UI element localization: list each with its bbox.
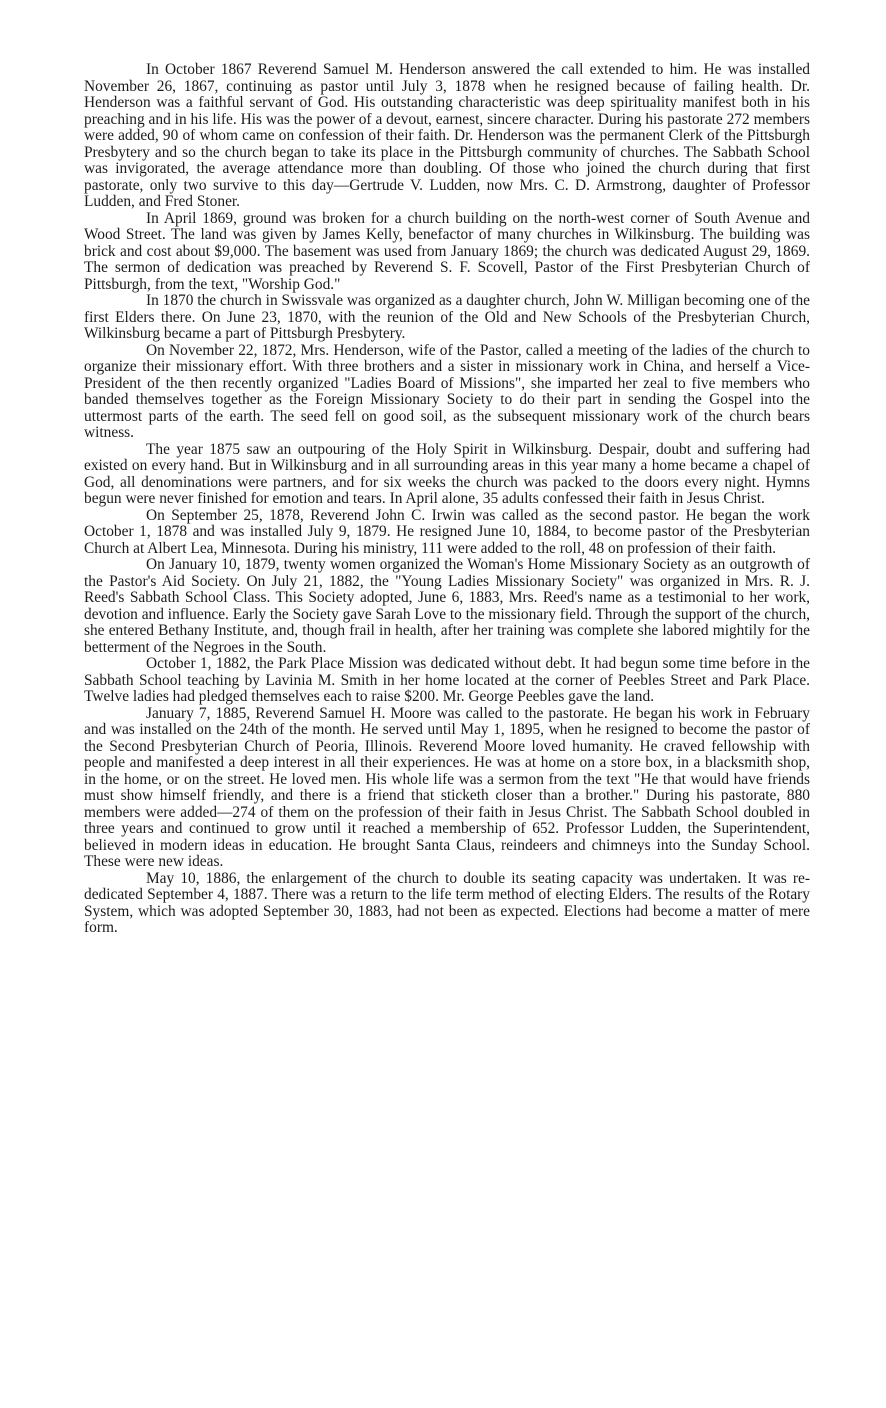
paragraph-park-place-mission: October 1, 1882, the Park Place Mission was dedicated without debt. It had begun some time before in the Sabbath School teaching by Lavinia M. Smith in her home located at the corner of Peebles Street and Park Place. Twelve ladies had pledged themselves each to raise $200. Mr. George Peebles gave the land. (84, 655, 810, 705)
paragraph-church-building-1869: In April 1869, ground was broken for a church building on the north-west corner of South Avenue and Wood Street. The land was given by James Kelly, benefactor of many churches in Wilkinsburg. The building was brick and cost about $9,000. The basement was used from January 1869; the church was dedicated August 29, 1869. The sermon of dedication was preached by Reverend S. F. Scovell, Pastor of the First Presbyterian Church of Pittsburgh, from the text, "Worship God." (84, 209, 810, 293)
paragraph-womens-home-missionary-society: On January 10, 1879, twenty women organized the Woman's Home Missionary Society as an outgrowth of the Pastor's Aid Society. On July 21, 1882, the "Young Ladies Missionary Society" was organized in Mrs. R. J. Reed's Sabbath School Class. This Society adopted, June 6, 1883, Mrs. Reed's name as a testimonial to her work, devotion and influence. Early the Society gave Sarah Love to the missionary field. Through the support of the church, she entered Bethany Institute, and, though frail in health, after her training was complete she labored mightily for the betterment of the Negroes in the South. (84, 556, 810, 656)
paragraph-revival-1875: The year 1875 saw an outpouring of the Holy Spirit in Wilkinsburg. Despair, doubt and suffering had existed on every hand. But in Wilkinsburg and in all surrounding areas in this year many a home became a chapel of God, all denominations were partners, and for six weeks the church was packed to the doors every night. Hymns begun were never finished for emotion and tears. In April alone, 35 adults confessed their faith in Jesus Christ. (84, 440, 810, 507)
document-page (84, 62, 810, 937)
paragraph-enlargement-1886: May 10, 1886, the enlargement of the church to double its seating capacity was undertaken. It was re-dedicated September 4, 1887. There was a return to the life term method of electing Elders. The results of the Rotary System, which was adopted September 30, 1883, had not been as expected. Elections had become a matter of mere form. (84, 869, 810, 936)
paragraph-swissvale-1870: In 1870 the church in Swissvale was organized as a daughter church, John W. Milligan becoming one of the first Elders there. On June 23, 1870, with the reunion of the Old and New Schools of the Presbyterian Church, Wilkinsburg became a part of Pittsburgh Presbytery. (84, 292, 810, 342)
paragraph-moore-pastorate: January 7, 1885, Reverend Samuel H. Moore was called to the pastorate. He began his work in February and was installed on the 24th of the month. He served until May 1, 1895, when he resigned to become the pastor of the Second Presbyterian Church of Peoria, Illinois. Reverend Moore loved humanity. He craved fellowship with people and manifested a deep interest in all their experiences. He was at home on a store box, in a blacksmith shop, in the home, or on the street. He loved men. His whole life was a sermon from the text "He that would have friends must show himself friendly, and there is a friend that sticketh closer than a brother." During his pastorate, 880 members were added—274 of them on the profession of their faith in Jesus Christ. The Sabbath School doubled in three years and continued to grow until it reached a membership of 652. Professor Ludden, the Superintendent, believed in modern ideas in education. He brought Santa Claus, reindeers and chimneys into the Sunday School. These were new ideas. (84, 704, 810, 870)
paragraph-irwin-pastorate: On September 25, 1878, Reverend John C. Irwin was called as the second pastor. He began the work October 1, 1878 and was installed July 9, 1879. He resigned June 10, 1884, to become pastor of the Presbyterian Church at Albert Lea, Minnesota. During his ministry, 111 were added to the roll, 48 on profession of their faith. (84, 506, 810, 557)
paragraph-henderson-pastorate: In October 1867 Reverend Samuel M. Henderson answered the call extended to him. He was installed November 26, 1867, continuing as pastor until July 3, 1878 when he resigned because of failing health. Dr. Henderson was a faithful servant of God. His outstanding characteristic was deep spirituality manifest both in his preaching and in his life. His was the power of a devout, earnest, sincere character. During his pastorate 272 members were added, 90 of whom came on confession of their faith. Dr. Henderson was the permanent Clerk of the Pittsburgh Presbytery and so the church began to take its place in the Pittsburgh community of churches. The Sabbath School was invigorated, the average attendance more than doubling. Of those who joined the church during that first pastorate, only two survive to this day—Gertrude V. Ludden, now Mrs. C. D. Armstrong, daughter of Professor Ludden, and Fred Stoner. (84, 61, 810, 210)
paragraph-foreign-missionary-society: On November 22, 1872, Mrs. Henderson, wife of the Pastor, called a meeting of the ladies of the church to organize their missionary effort. With three brothers and a sister in missionary work in China, and herself a Vice-President of the then recently organized "Ladies Board of Missions", she imparted her zeal to five members who banded themselves together as the Foreign Missionary Society to do their part in sending the Gospel into the uttermost parts of the earth. The seed fell on good soil, as the subsequent missionary work of the church bears witness. (84, 341, 810, 441)
